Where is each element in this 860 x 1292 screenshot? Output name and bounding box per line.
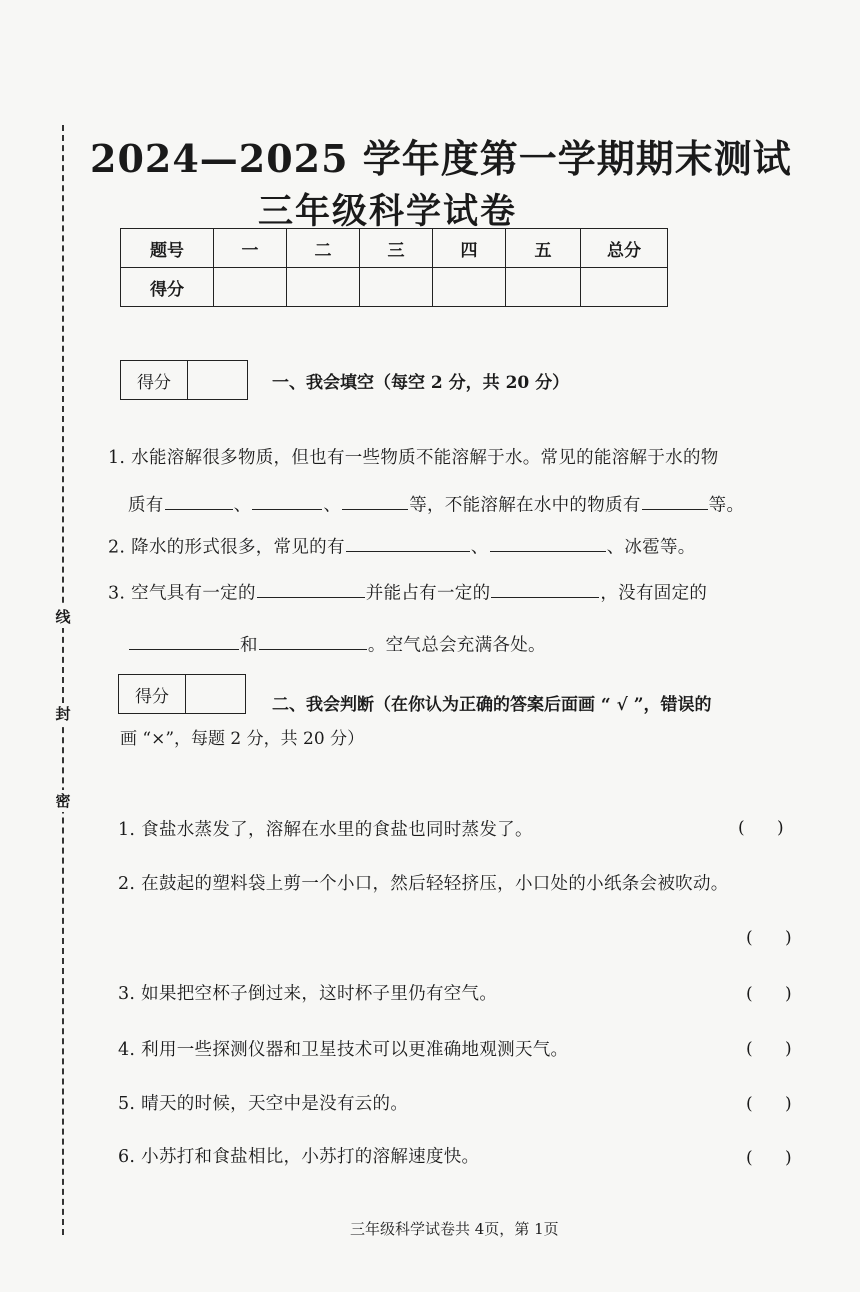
score-table-cell: 总分 [581, 229, 668, 268]
s2-q6: 6. 小苏打和食盐相比，小苏打的溶解速度快。 [118, 1147, 480, 1167]
section2-heading-line1: 二、我会判断（在你认为正确的答案后面画 “ √ ”，错误的 [272, 695, 712, 715]
section2-score-box [118, 674, 246, 714]
score-table-header-row [121, 229, 668, 268]
score-input-cell[interactable] [287, 268, 360, 307]
s2-q4: 4. 利用一些探测仪器和卫星技术可以更准确地观测天气。 [118, 1040, 569, 1060]
answer-blank[interactable] [491, 578, 599, 598]
answer-blank[interactable] [129, 630, 239, 650]
answer-parentheses[interactable]: ( ) [746, 928, 792, 948]
s2-q1: 1. 食盐水蒸发了，溶解在水里的食盐也同时蒸发了。 [118, 820, 533, 840]
score-table-cell: 得分 [121, 268, 214, 307]
section2-score-label: 得分 [119, 675, 186, 713]
answer-blank[interactable] [259, 630, 367, 650]
text: 。空气总会充满各处。 [367, 635, 546, 656]
answer-parentheses[interactable]: ( ) [746, 1039, 792, 1059]
score-input-cell[interactable] [433, 268, 506, 307]
score-table-cell: 题号 [121, 229, 214, 268]
text: 2. 降水的形式很多，常见的有 [108, 537, 345, 558]
text: 、 [323, 495, 342, 516]
s1-q1-line1: 1. 水能溶解很多物质，但也有一些物质不能溶解于水。常见的能溶解于水的物 [108, 448, 719, 468]
answer-parentheses[interactable]: ( ) [746, 1148, 792, 1168]
answer-blank[interactable] [165, 490, 233, 510]
s2-q2: 2. 在鼓起的塑料袋上剪一个小口，然后轻轻挤压，小口处的小纸条会被吹动。 [118, 874, 729, 894]
score-table [120, 228, 668, 307]
answer-blank[interactable] [346, 532, 470, 552]
score-table-cell: 三 [360, 229, 433, 268]
answer-blank[interactable] [252, 490, 322, 510]
exam-title: 2024—2025 学年度第一学期期末测试 [90, 136, 792, 181]
binding-char-feng: 封 [52, 703, 74, 725]
text: 质有 [128, 495, 164, 516]
score-input-cell[interactable] [214, 268, 287, 307]
text: 、 [470, 537, 489, 558]
section1-score-label: 得分 [121, 361, 188, 399]
answer-blank[interactable] [490, 532, 606, 552]
section1-score-input[interactable] [188, 361, 247, 399]
page-footer: 三年级科学试卷共 4页，第 1页 [350, 1220, 559, 1238]
section1-heading: 一、我会填空（每空 2 分，共 20 分） [272, 373, 570, 393]
s2-q5: 5. 晴天的时候，天空中是没有云的。 [118, 1094, 409, 1114]
section2-score-input[interactable] [186, 675, 245, 713]
answer-blank[interactable] [642, 490, 708, 510]
text: 等，不能溶解在水中的物质有 [409, 495, 641, 516]
answer-blank[interactable] [342, 490, 408, 510]
text: 和 [240, 635, 258, 656]
exam-subtitle: 三年级科学试卷 [258, 191, 518, 232]
score-table-cell: 二 [287, 229, 360, 268]
text: 、冰雹等。 [606, 537, 696, 558]
text: ，没有固定的 [600, 583, 708, 604]
s1-q3-line1 [108, 578, 707, 604]
score-table-cell: 四 [433, 229, 506, 268]
binding-char-xian: 线 [52, 606, 74, 628]
score-table-cell: 一 [214, 229, 287, 268]
answer-blank[interactable] [257, 578, 365, 598]
binding-char-mi: 密 [52, 790, 74, 812]
score-input-cell[interactable] [506, 268, 581, 307]
score-table-cell: 五 [506, 229, 581, 268]
answer-parentheses[interactable]: ( ) [738, 818, 784, 838]
score-input-cell[interactable] [581, 268, 668, 307]
score-table-score-row [121, 268, 668, 307]
text: 等。 [708, 495, 745, 516]
section2-heading-line2: 画 “×”，每题 2 分，共 20 分） [120, 729, 365, 749]
text: 3. 空气具有一定的 [108, 583, 256, 604]
s1-q3-line2 [128, 630, 546, 656]
s2-q3: 3. 如果把空杯子倒过来，这时杯子里仍有空气。 [118, 984, 498, 1004]
text: 并能占有一定的 [365, 583, 491, 604]
s1-q1-line2 [128, 490, 744, 516]
answer-parentheses[interactable]: ( ) [746, 1094, 792, 1114]
s1-q2 [108, 532, 696, 558]
score-input-cell[interactable] [360, 268, 433, 307]
binding-dashed-line [62, 125, 64, 1235]
text: 、 [233, 495, 252, 516]
answer-parentheses[interactable]: ( ) [746, 984, 792, 1004]
section1-score-box [120, 360, 248, 400]
